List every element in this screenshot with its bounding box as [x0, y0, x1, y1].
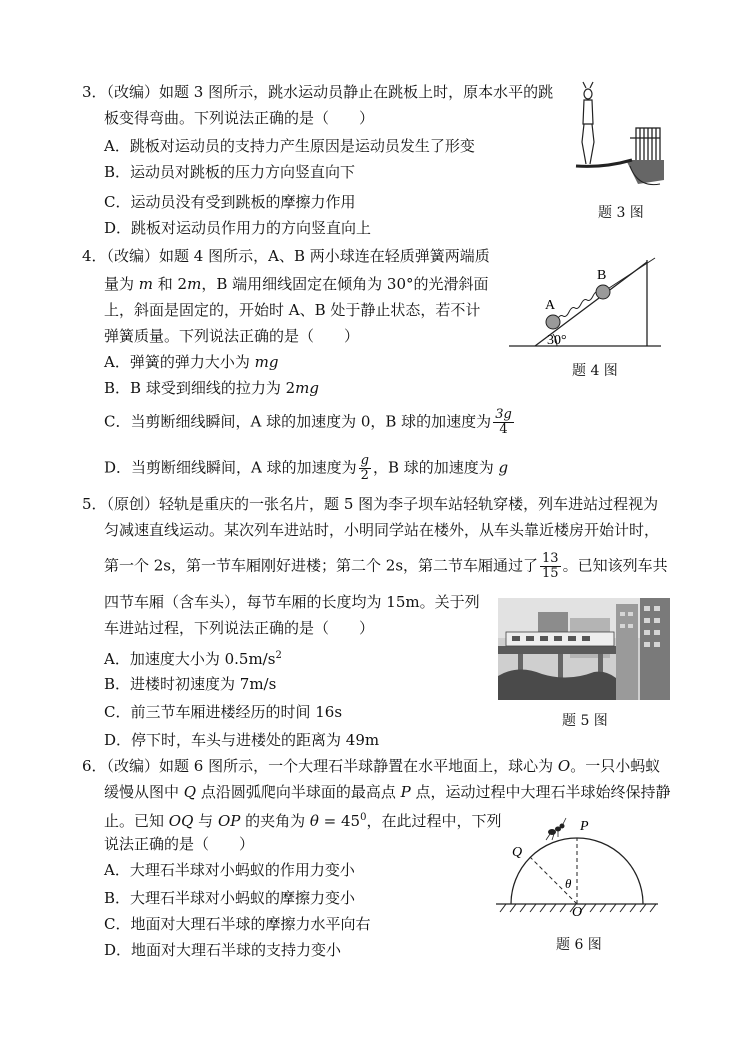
q6-option-a: A．大理石半球对小蚂蚁的作用力变小: [104, 861, 355, 879]
q4-option-a: A．弹簧的弹力大小为 mg: [104, 353, 279, 371]
q5-option-c: C．前三节车厢进楼经历的时间 16s: [104, 703, 343, 721]
q6-stem-line1: 6．（改编）如题 6 图所示，一个大理石半球静置在水平地面上，球心为 O。一只小蚂蚁: [82, 757, 661, 775]
q4-stem-line1: 4．（改编）如题 4 图所示，A、B 两小球连在轻质弹簧两端质: [82, 247, 490, 265]
label-a: A: [545, 298, 556, 313]
label-o: O: [572, 905, 583, 916]
q5-stem-line3: 第一个 2s，第一节车厢刚好进楼；第二个 2s，第二节车厢通过了 $\frac{13}{15}$ 。已知该列车共: [104, 551, 668, 581]
q4-option-b: B．B 球受到细线的拉力为 2mg: [104, 379, 319, 397]
q5-figure-caption: 题 5 图: [562, 713, 608, 729]
q3-option-b: B．运动员对跳板的压力方向竖直向下: [104, 163, 356, 181]
q6-hemisphere-figure: [492, 808, 662, 916]
q4-figure-caption: 题 4 图: [572, 363, 618, 379]
label-b: B: [597, 268, 607, 283]
q6-option-c: C．地面对大理石半球的摩擦力水平向右: [104, 915, 371, 933]
q3-diver-figure: [568, 80, 668, 190]
fraction: $\frac{13}{15}$: [542, 551, 559, 581]
q6-option-d: D．地面对大理石半球的支持力变小: [104, 941, 342, 959]
q4-stem-line3: 上，斜面是固定的，开始时 A、B 处于静止状态，若不计: [104, 301, 481, 319]
q3-figure-caption: 题 3 图: [598, 205, 644, 221]
q5-option-a: A．加速度大小为 $0.5m/s^2$: [104, 650, 282, 668]
q6-figure-caption: 题 6 图: [556, 937, 602, 953]
q5-stem-line2: 匀减速直线运动。某次列车进站时，小明同学站在楼外，从车头靠近楼房开始计时，: [104, 521, 660, 539]
q3-stem-line1: 3．（改编）如题 3 图所示，跳水运动员静止在跳板上时，原本水平的跳: [82, 83, 554, 101]
q4-option-d: D．当剪断细线瞬间，A 球的加速度为 $\frac{g}{2}$ ，B 球的加速度为 g: [104, 453, 509, 483]
q3-stem-line2: 板变得弯曲。下列说法正确的是（ ）: [104, 109, 375, 127]
q6-option-b: B．大理石半球对小蚂蚁的摩擦力变小: [104, 889, 356, 907]
q4-incline-figure: [505, 252, 665, 352]
label-p: P: [580, 819, 589, 834]
q5-option-b: B．进楼时初速度为 7m/s: [104, 675, 277, 693]
q4-option-c: C．当剪断细线瞬间，A 球的加速度为 0，B 球的加速度为 $\frac{3g}{4}$: [104, 407, 512, 437]
label-q: Q: [512, 845, 523, 860]
q3-option-a: A．跳板对运动员的支持力产生原因是运动员发生了形变: [104, 137, 475, 155]
q6-stem-line2: 缓慢从图中 Q 点沿圆弧爬向半球面的最高点 P 点，运动过程中大理石半球始终保持静: [104, 783, 671, 801]
label-theta: θ: [565, 876, 572, 891]
q6-stem-line3: 止。已知 OQ 与 OP 的夹角为 $\theta = 45^0$，在此过程中，下列: [104, 812, 502, 830]
fraction: $\frac{3g}{4}$: [495, 407, 512, 437]
q5-option-d: D．停下时，车头与进楼处的距离为 49m: [104, 731, 380, 749]
q5-stem-line1: 5．（原创）轻轨是重庆的一张名片，题 5 图为李子坝车站轻轨穿楼，列车进站过程视为: [82, 495, 659, 513]
fraction: $\frac{g}{2}$: [360, 453, 369, 483]
q5-train-photo: [498, 598, 670, 700]
q4-stem-line4: 弹簧质量。下列说法正确的是（ ）: [104, 327, 360, 345]
q5-stem-line5: 车进站过程，下列说法正确的是（ ）: [104, 619, 375, 637]
q3-option-c: C．运动员没有受到跳板的摩擦力作用: [104, 193, 356, 211]
q6-stem-line4: 说法正确的是（ ）: [104, 835, 255, 853]
angle-label: 30°: [547, 333, 567, 348]
q5-stem-line4: 四节车厢（含车头），每节车厢的长度均为 15m。关于列: [104, 593, 480, 611]
q3-option-d: D．跳板对运动员作用力的方向竖直向上: [104, 219, 372, 237]
q4-stem-line2: 量为 m 和 2m，B 端用细线固定在倾角为 30°的光滑斜面: [104, 275, 489, 293]
